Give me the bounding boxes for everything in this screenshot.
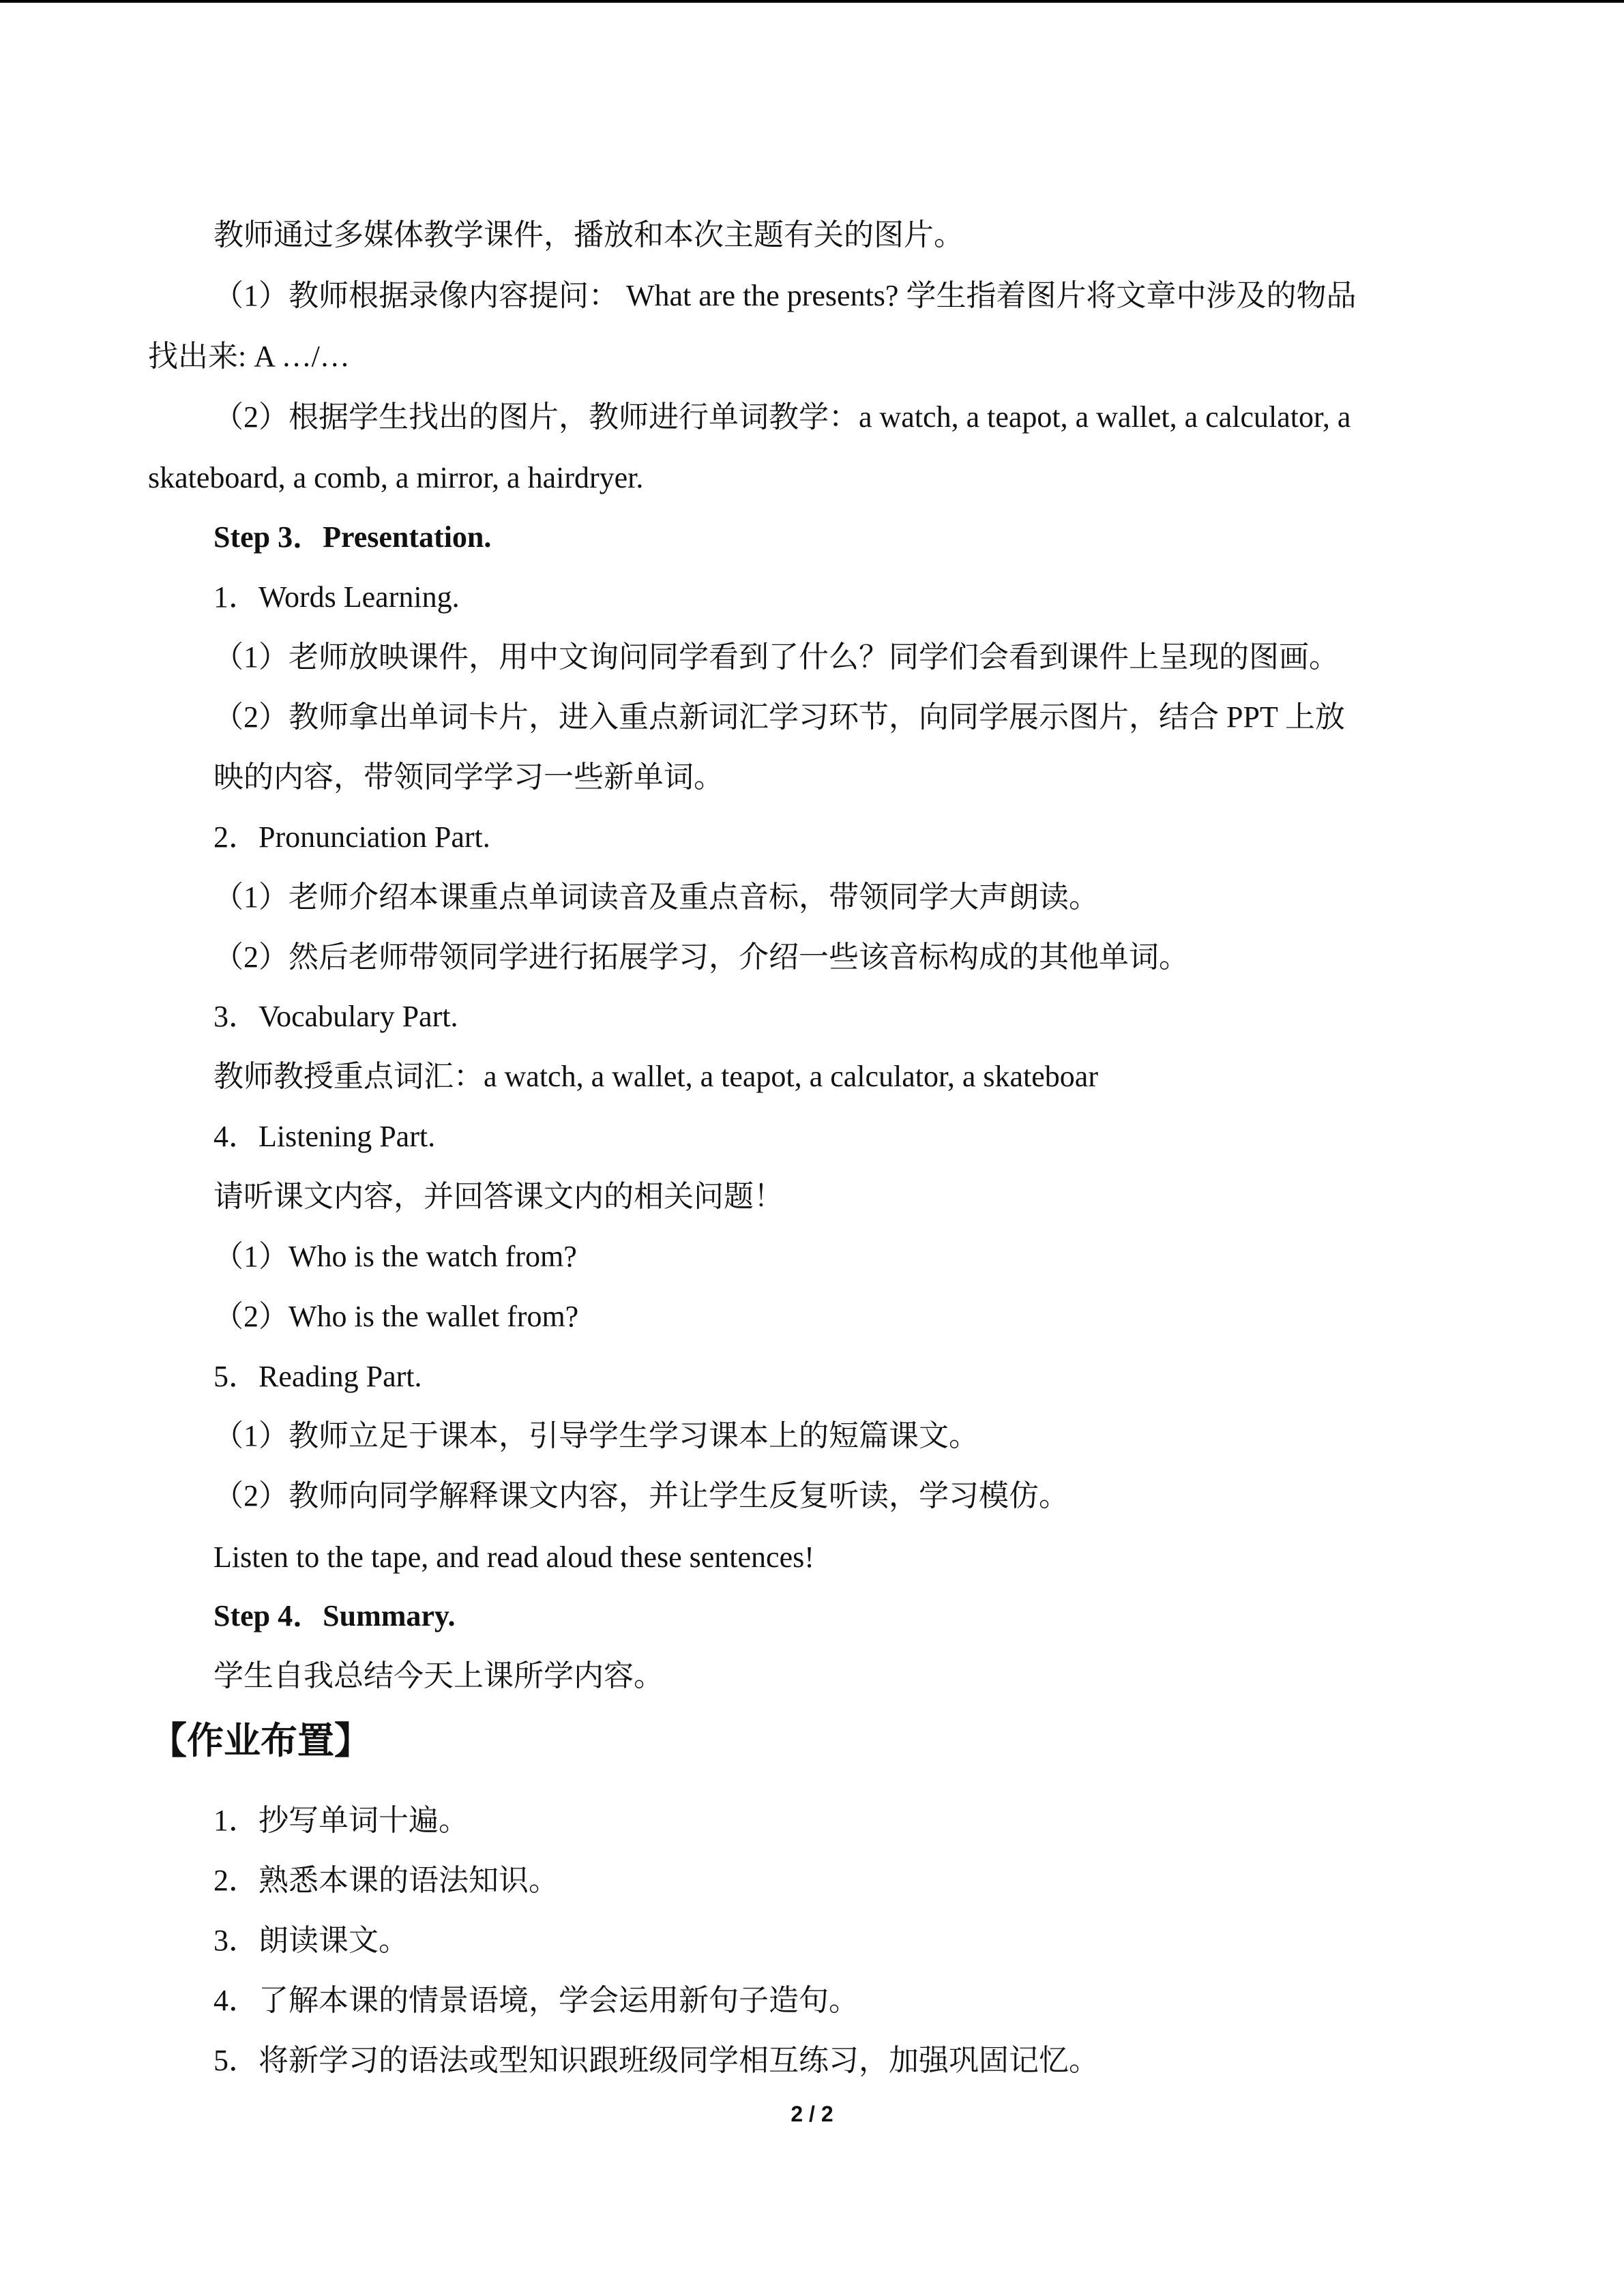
item-5-point-a: （1）教师立足于课本，引导学生学习课本上的短篇课文。: [213, 1419, 979, 1452]
question-1-line-1: （1）教师根据录像内容提问： What are the presents? 学生指着图片将文章中涉及的物品: [213, 279, 1357, 312]
intro-paragraph: 教师通过多媒体教学课件，播放和本次主题有关的图片。: [213, 218, 964, 252]
question-2-line-1: （2）根据学生找出的图片，教师进行单词教学：a watch, a teapot, a wallet, a calculator, a: [213, 400, 1351, 434]
item-1-title: 1．Words Learning.: [213, 580, 460, 614]
homework-item-3: 3．朗读课文。: [213, 1924, 409, 1957]
question-1-line-2: 找出来: A …/…: [148, 340, 350, 373]
step-4-heading: Step 4．Summary.: [213, 1599, 456, 1632]
item-3-title: 3．Vocabulary Part.: [213, 1000, 458, 1033]
item-1-point-a: （1）老师放映课件，用中文询问同学看到了什么？同学们会看到课件上呈现的图画。: [213, 640, 1339, 674]
item-4-question-1: （1）Who is the watch from?: [213, 1240, 577, 1273]
listen-instruction: Listen to the tape, and read aloud these sentences!: [213, 1540, 814, 1574]
item-4-question-2: （2）Who is the wallet from?: [213, 1300, 579, 1333]
item-5-point-b: （2）教师向同学解释课文内容，并让学生反复听读，学习模仿。: [213, 1479, 1069, 1512]
item-2-point-b: （2）然后老师带领同学进行拓展学习，介绍一些该音标构成的其他单词。: [213, 940, 1189, 974]
item-1-point-b-line-1: （2）教师拿出单词卡片，进入重点新词汇学习环节，向同学展示图片，结合 PPT 上放: [213, 700, 1346, 734]
homework-item-5: 5．将新学习的语法或型知识跟班级同学相互练习，加强巩固记忆。: [213, 2044, 1099, 2077]
item-4-text: 请听课文内容，并回答课文内的相关问题！: [213, 1180, 784, 1213]
item-4-title: 4．Listening Part.: [213, 1120, 436, 1153]
homework-heading: 【作业布置】: [150, 1719, 371, 1762]
top-border-line: [0, 0, 1624, 3]
step-3-heading: Step 3．Presentation.: [213, 520, 492, 554]
page-number: 2 / 2: [791, 2102, 833, 2126]
item-2-point-a: （1）老师介绍本课重点单词读音及重点音标，带领同学大声朗读。: [213, 880, 1099, 914]
homework-item-4: 4．了解本课的情景语境，学会运用新句子造句。: [213, 1984, 859, 2017]
item-5-title: 5．Reading Part.: [213, 1360, 422, 1393]
item-1-point-b-line-2: 映的内容，带领同学学习一些新单词。: [213, 760, 724, 794]
question-2-line-2: skateboard, a comb, a mirror, a hairdryer.: [148, 461, 644, 494]
item-3-text: 教师教授重点词汇：a watch, a wallet, a teapot, a calculator, a skateboar: [213, 1060, 1098, 1093]
homework-item-2: 2．熟悉本课的语法知识。: [213, 1864, 559, 1897]
summary-text: 学生自我总结今天上课所学内容。: [213, 1659, 664, 1693]
item-2-title: 2．Pronunciation Part.: [213, 820, 490, 854]
homework-item-1: 1．抄写单词十遍。: [213, 1804, 469, 1837]
